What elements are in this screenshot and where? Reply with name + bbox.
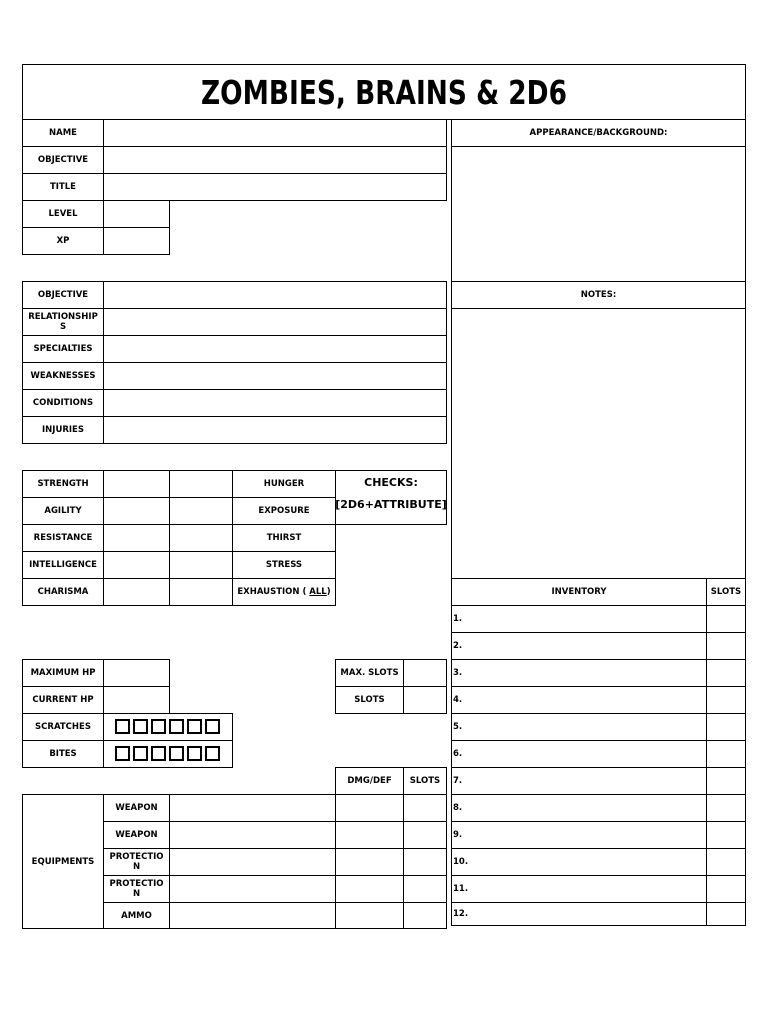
inventory-slot-field[interactable] [706,794,746,822]
equip-name-field[interactable] [169,848,336,876]
name-label: NAME [49,128,77,138]
specialties-label: SPECIALTIES [33,344,93,354]
inventory-item-number: 12. [453,909,469,919]
appearance-label: APPEARANCE/BACKGROUND: [529,128,668,138]
conditions-field[interactable] [103,389,447,417]
resistance-value-field[interactable] [103,524,170,552]
weaknesses-label: WEAKNESSES [30,371,96,381]
slots-field[interactable] [403,686,447,714]
bite-checkbox[interactable] [151,746,166,761]
inventory-slot-field[interactable] [706,767,746,795]
name-field[interactable] [103,119,447,147]
strength-label: STRENGTH [37,479,89,489]
inventory-item-number: 5. [453,722,463,732]
inventory-slot-field[interactable] [706,632,746,660]
inventory-slot-field[interactable] [706,686,746,714]
relationships-field[interactable] [103,308,447,336]
inventory-item-number: 4. [453,695,463,705]
inventory-item-number: 9. [453,830,463,840]
notes-field[interactable] [451,308,746,579]
inventory-slot-field[interactable] [706,902,746,926]
dmg-def-header: DMG/DEF [347,776,392,786]
scratch-checkbox[interactable] [169,719,184,734]
equip-type-label: AMMO [121,910,152,921]
objective-field[interactable] [103,146,447,174]
bite-checkbox[interactable] [169,746,184,761]
inventory-item-number: 3. [453,668,463,678]
equip-dmg-field[interactable] [335,848,404,876]
equip-type-label: WEAPON [115,803,158,813]
objective2-label: OBJECTIVE [37,290,89,300]
xp-field[interactable] [103,227,170,255]
agility-value-field[interactable] [103,497,170,525]
inventory-item-number: 11. [453,884,469,894]
scratch-checkbox[interactable] [151,719,166,734]
level-label: LEVEL [48,209,78,219]
agility-label: AGILITY [44,506,82,516]
strength-value-field[interactable] [103,470,170,498]
scratches-label: SCRATCHES [35,722,91,732]
inventory-item-number: 10. [453,857,469,867]
strength-mod-field[interactable] [169,470,233,498]
title-field[interactable] [103,173,447,201]
thirst-label: THIRST [266,533,302,543]
scratch-checkbox[interactable] [115,719,130,734]
checks-title: CHECKS: [364,476,418,489]
inventory-item-number: 8. [453,803,463,813]
charisma-value-field[interactable] [103,578,170,606]
equip-type-label: WEAPON [115,830,158,840]
exhaustion-all: ALL [309,587,327,597]
current-hp-field[interactable] [103,686,170,714]
injuries-field[interactable] [103,416,447,444]
sheet-title: ZOMBIES, BRAINS & 2D6 [201,72,567,112]
intelligence-label: INTELLIGENCE [29,560,97,570]
relationships-label: RELATIONSHIP S [28,312,98,332]
exposure-label: EXPOSURE [258,506,310,516]
equip-slots-field[interactable] [403,875,447,903]
equip-dmg-field[interactable] [335,902,404,929]
resistance-label: RESISTANCE [33,533,93,543]
equip-slots-field[interactable] [403,794,447,822]
equip-dmg-field[interactable] [335,821,404,849]
scratch-checkbox[interactable] [205,719,220,734]
inventory-item-number: 6. [453,749,463,759]
inventory-item-number: 7. [453,776,463,786]
objective2-field[interactable] [103,281,447,309]
exhaustion-suffix: ) [326,587,331,597]
equip-name-field[interactable] [169,902,336,929]
appearance-field[interactable] [451,146,746,282]
equip-dmg-field[interactable] [335,794,404,822]
inventory-slot-field[interactable] [706,848,746,876]
max-slots-field[interactable] [403,659,447,687]
stress-label: STRESS [265,560,303,570]
conditions-label: CONDITIONS [32,398,94,408]
max-slots-label: MAX. SLOTS [340,668,399,678]
inventory-slot-field[interactable] [706,740,746,768]
weaknesses-field[interactable] [103,362,447,390]
equip-name-field[interactable] [169,794,336,822]
equip-type-label: PROTECTIO N [109,852,164,872]
equip-name-field[interactable] [169,875,336,903]
objective-label: OBJECTIVE [37,155,89,165]
inventory-item-number: 2. [453,641,463,651]
bite-checkbox[interactable] [115,746,130,761]
max-hp-label: MAXIMUM HP [30,668,96,678]
exhaustion-prefix: EXHAUSTION ( [237,587,310,597]
equip-slots-field[interactable] [403,848,447,876]
bites-label: BITES [49,749,77,759]
inventory-slot-field[interactable] [706,875,746,903]
notes-label: NOTES: [580,290,617,300]
level-field[interactable] [103,200,170,228]
injuries-label: INJURIES [42,425,84,435]
exhaustion-label [232,578,336,606]
equip-name-field[interactable] [169,821,336,849]
title-label: TITLE [50,182,76,192]
xp-label: XP [56,236,70,246]
inventory-slot-field[interactable] [706,821,746,849]
intelligence-value-field[interactable] [103,551,170,579]
current-hp-label: CURRENT HP [32,695,94,705]
max-hp-field[interactable] [103,659,170,687]
bite-checkbox[interactable] [133,746,148,761]
inventory-slots-header: SLOTS [710,587,742,597]
resistance-mod-field[interactable] [169,524,233,552]
inventory-slot-field[interactable] [706,605,746,633]
charisma-mod-field[interactable] [169,578,233,606]
scratch-checkbox[interactable] [133,719,148,734]
checks-formula: [2D6+ATTRIBUTE] [335,498,447,511]
charisma-label: CHARISMA [37,587,89,597]
inventory-header: INVENTORY [551,587,607,597]
inventory-slot-field[interactable] [706,713,746,741]
equip-type-label: PROTECTIO N [109,879,164,899]
equipments-label: EQUIPMENTS [31,856,95,867]
agility-mod-field[interactable] [169,497,233,525]
inventory-item-number: 1. [453,614,463,624]
slots-label: SLOTS [354,695,385,705]
inventory-slot-field[interactable] [706,659,746,687]
equip-dmg-field[interactable] [335,875,404,903]
intelligence-mod-field[interactable] [169,551,233,579]
equip-slots-field[interactable] [403,821,447,849]
equip-slots-header: SLOTS [409,776,441,786]
bite-checkbox[interactable] [187,746,202,761]
specialties-field[interactable] [103,335,447,363]
scratch-checkbox[interactable] [187,719,202,734]
hunger-label: HUNGER [263,479,305,489]
equip-slots-field[interactable] [403,902,447,929]
bite-checkbox[interactable] [205,746,220,761]
